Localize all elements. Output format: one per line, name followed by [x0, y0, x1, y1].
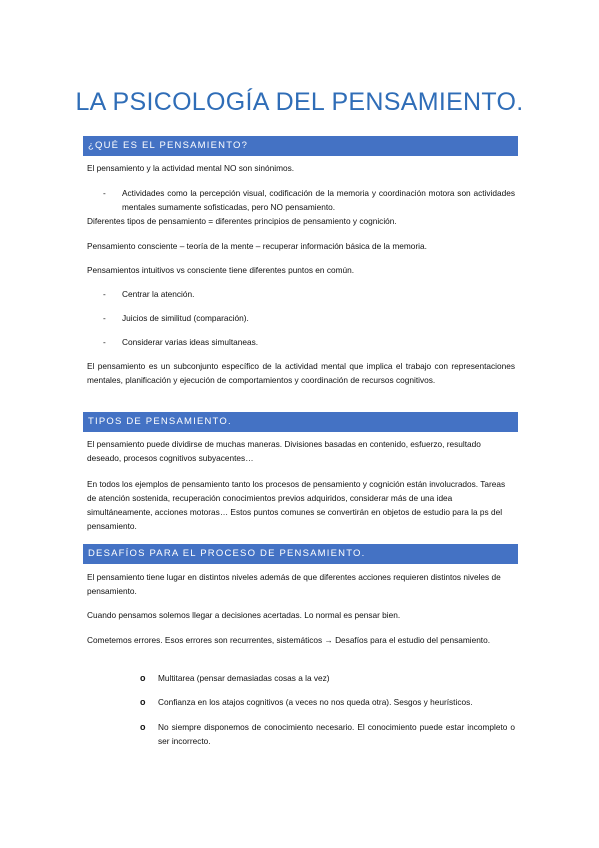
section-heading-que-es: ¿QUÉ ES EL PENSAMIENTO?	[83, 136, 518, 156]
paragraph: El pensamiento es un subconjunto específico de la actividad mental que implica el trabajo con representaciones mentales, planificación y ejecución de comportamientos y coordinación de recursos cognitivos.	[87, 361, 515, 385]
paragraph: El pensamiento puede dividirse de muchas maneras. Divisiones basadas en contenido, esfuerzo, resultado deseado, procesos cognitivos subyacentes…	[87, 439, 481, 463]
paragraph: En todos los ejemplos de pensamiento tanto los procesos de pensamiento y cognición están involucrados. Tareas de atención sostenida, recuperación conocimientos previos adquiridos, considerar más de una idea simultáneamente, acciones motoras… Estos puntos comunes se convertirán en objetos de estudio para la ps del pensamiento.	[87, 479, 506, 531]
dash-bullet-marker: -	[103, 313, 106, 323]
paragraph: Cometemos errores. Esos errores son recurrentes, sistemáticos → Desafíos para el estudio del pensamiento.	[87, 635, 491, 645]
list-item: Juicios de similitud (comparación).	[122, 313, 249, 323]
section-heading-desafios: DESAFÍOS PARA EL PROCESO DE PENSAMIENTO.	[83, 544, 518, 564]
paragraph: El pensamiento y la actividad mental NO son sinónimos.	[87, 163, 295, 173]
circle-bullet-marker: o	[140, 673, 146, 683]
list-item: Centrar la atención.	[122, 289, 195, 299]
dash-bullet-marker: -	[103, 188, 106, 198]
paragraph: Pensamientos intuitivos vs consciente tiene diferentes puntos en común.	[87, 265, 355, 275]
paragraph: Pensamiento consciente – teoría de la mente – recuperar información básica de la memoria.	[87, 241, 427, 251]
list-item: Considerar varias ideas simultaneas.	[122, 337, 259, 347]
list-item: Confianza en los atajos cognitivos (a veces no nos queda otra). Sesgos y heurísticos.	[158, 697, 473, 707]
paragraph: El pensamiento tiene lugar en distintos niveles además de que diferentes acciones requieren distintos niveles de pensamiento.	[87, 572, 501, 596]
dash-bullet-marker: -	[103, 289, 106, 299]
paragraph: Diferentes tipos de pensamiento = diferentes principios de pensamiento y cognición.	[87, 216, 397, 226]
circle-bullet-marker: o	[140, 697, 146, 707]
list-item: Actividades como la percepción visual, codificación de la memoria y coordinación motora son actividades mentales sumamente sofisticadas, pero NO pensamiento.	[122, 188, 515, 212]
circle-bullet-marker: o	[140, 722, 146, 732]
document-title: LA PSICOLOGÍA DEL PENSAMIENTO.	[75, 88, 524, 116]
section-heading-tipos: TIPOS DE PENSAMIENTO.	[83, 412, 518, 432]
list-item: No siempre disponemos de conocimiento necesario. El conocimiento puede estar incompleto o ser incorrecto.	[158, 722, 515, 746]
paragraph: Cuando pensamos solemos llegar a decisiones acertadas. Lo normal es pensar bien.	[87, 610, 401, 620]
dash-bullet-marker: -	[103, 337, 106, 347]
list-item: Multitarea (pensar demasiadas cosas a la vez)	[158, 673, 330, 683]
